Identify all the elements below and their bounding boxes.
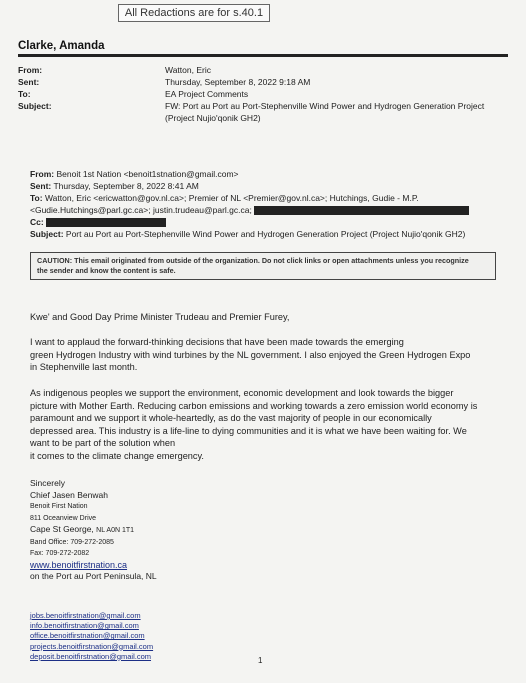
redaction-banner: All Redactions are for s.40.1 [118,4,270,22]
fw-subject-label: Subject: [30,229,64,239]
page-number: 1 [258,656,263,665]
fax-number: Fax: 709-272-2082 [30,550,90,557]
forwarded-to-line-2 [30,204,500,216]
caution-line-2: the sender and know the content is safe. [37,266,176,275]
subject-line-2: (Project Nujio'qonik GH2) [165,113,261,123]
sent-value: Thursday, September 8, 2022 9:18 AM [165,77,311,87]
sent-label: Sent: [18,77,40,87]
redaction-block [46,218,166,227]
fw-cc-label: Cc: [30,217,44,227]
caution-label: CAUTION: [37,256,73,265]
to-value: EA Project Comments [165,89,249,99]
city: Cape St George, [30,524,94,534]
p1-line-2: green Hydrogen Industry with wind turbines by the NL government. I also enjoyed the Green Hydrogen Expo [30,349,471,360]
p1-line-1: I want to applaud the forward-thinking decisions that have been made towards the emerging [30,337,404,347]
fw-from-label: From: [30,169,55,179]
signature-block [30,478,157,583]
location-line: on the Port au Port Peninsula, NL [30,571,157,581]
email-link[interactable]: deposit.benoitfirstnation@gmail.com [30,651,152,661]
p2-line-3: paramount and we support it whole-heartedly, as do the vast majority of people in our economically [30,413,432,423]
greeting: Kwe' and Good Day Prime Minister Trudeau and Premier Furey, [30,312,290,322]
p1-line-3: in Stephenville last month. [30,362,138,372]
subject-line-1: FW: Port au Port au Port-Stephenville Wind Power and Hydrogen Generation Project [165,101,485,111]
forwarded-cc-line [30,216,500,228]
city-line [30,524,157,537]
closing: Sincerely [30,478,65,488]
redaction-block [254,206,469,215]
email-link[interactable]: office.benoitfirstnation@gmail.com [30,631,145,641]
fw-to-value-1: Watton, Eric <ericwatton@gov.nl.ca>; Premier of NL <Premier@gov.nl.ca>; Hutchings, Gudie - M.P. [44,193,419,203]
fw-sent-value: Thursday, September 8, 2022 8:41 AM [53,181,199,191]
p2-line-1: As indigenous peoples we support the environment, economic development and look towards the bigger [30,388,454,398]
from-label: From: [18,65,43,75]
signer-name: Chief Jasen Benwah [30,489,108,500]
mailbox-owner: Clarke, Amanda [18,40,105,52]
paragraph-2 [30,387,500,462]
fw-to-value-2: <Gudie.Hutchings@parl.gc.ca>; justin.trudeau@parl.gc.ca; [30,205,252,215]
forwarded-to-line [30,192,500,204]
street-address: 811 Oceanview Drive [30,514,97,522]
subject-label: Subject: [18,101,52,111]
p2-line-6: it comes to the climate change emergency. [30,450,204,461]
postal-code: NL A0N 1T1 [96,527,135,534]
email-link[interactable]: projects.benoitfirstnation@gmail.com [30,641,154,651]
fw-to-label: To: [30,193,43,203]
p2-line-5: want to be part of the solution when [30,438,176,448]
outer-email-header [0,64,526,124]
p2-line-4: depressed area. This industry is a life-line to dying communities and it is what we have been waiting for. We [30,425,467,436]
header-rule [18,54,508,57]
fw-subject-value: Port au Port au Port-Stephenville Wind Power and Hydrogen Generation Project (Project Nujio'qonik GH2) [65,229,466,239]
external-caution-box [30,252,496,280]
email-link[interactable]: info.benoitfirstnation@gmail.com [30,621,139,631]
website-link[interactable]: www.benoitfirstnation.ca [30,559,128,570]
to-label: To: [18,89,31,99]
signer-org: Benoit First Nation [30,503,88,510]
paragraph-1 [30,336,500,374]
forwarded-from-line [30,168,500,180]
band-office-phone: Band Office: 709-272-2085 [30,538,114,546]
email-list [30,611,153,662]
fw-from-value: Benoit 1st Nation <benoit1stnation@gmail.com> [56,169,239,179]
caution-line-1: This email originated from outside of the organization. Do not click links or open attachments unless you recognize [74,256,469,265]
p2-line-2: picture with Mother Earth. Reducing carbon emissions and working towards a zero emission world economy is [30,400,478,411]
forwarded-sent-line [30,180,500,192]
forwarded-subject-line [30,228,500,240]
email-link[interactable]: jobs.benoitfirstnation@gmail.com [30,611,141,620]
from-value: Watton, Eric [165,65,211,75]
fw-sent-label: Sent: [30,181,52,191]
